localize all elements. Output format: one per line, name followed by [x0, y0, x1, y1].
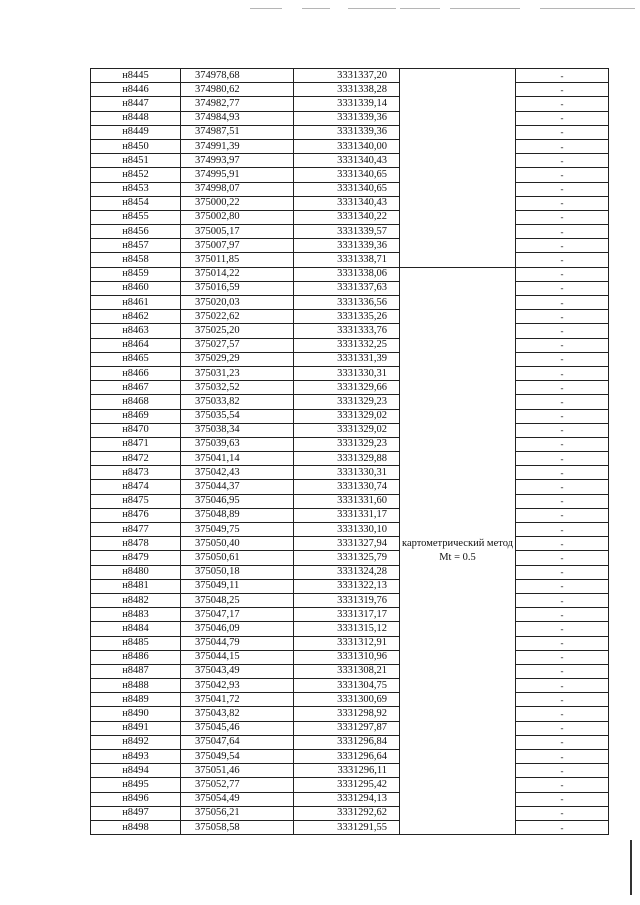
table-row	[91, 352, 609, 366]
x-coordinate-cell: 375043,49	[181, 664, 294, 678]
x-coordinate-cell: 374987,51	[181, 125, 294, 139]
point-cell: н8485	[91, 636, 181, 650]
y-coordinate-cell: 3331325,79	[294, 551, 400, 565]
point-cell: н8471	[91, 437, 181, 451]
x-coordinate-cell: 375022,62	[181, 310, 294, 324]
point-cell: н8489	[91, 693, 181, 707]
table-row	[91, 551, 609, 565]
x-coordinate-cell: 375044,37	[181, 480, 294, 494]
point-cell: н8458	[91, 253, 181, 267]
x-coordinate-cell: 375035,54	[181, 409, 294, 423]
table-row	[91, 281, 609, 295]
point-cell: н8494	[91, 764, 181, 778]
y-coordinate-cell: 3331340,65	[294, 182, 400, 196]
x-coordinate-cell: 375052,77	[181, 778, 294, 792]
table-row	[91, 707, 609, 721]
accuracy-cell: -	[516, 409, 609, 423]
point-cell: н8469	[91, 409, 181, 423]
y-coordinate-cell: 3331337,20	[294, 69, 400, 83]
accuracy-cell: -	[516, 381, 609, 395]
point-cell: н8497	[91, 806, 181, 820]
x-coordinate-cell: 375045,46	[181, 721, 294, 735]
table-row	[91, 409, 609, 423]
point-cell: н8488	[91, 679, 181, 693]
y-coordinate-cell: 3331296,84	[294, 735, 400, 749]
accuracy-cell: -	[516, 579, 609, 593]
accuracy-cell: -	[516, 395, 609, 409]
accuracy-cell: -	[516, 253, 609, 267]
y-coordinate-cell: 3331340,22	[294, 210, 400, 224]
table-row	[91, 239, 609, 253]
x-coordinate-cell: 375051,46	[181, 764, 294, 778]
point-cell: н8451	[91, 154, 181, 168]
table-row	[91, 125, 609, 139]
x-coordinate-cell: 375054,49	[181, 792, 294, 806]
x-coordinate-cell: 375049,54	[181, 750, 294, 764]
y-coordinate-cell: 3331340,65	[294, 168, 400, 182]
table-row	[91, 97, 609, 111]
x-coordinate-cell: 375043,82	[181, 707, 294, 721]
y-coordinate-cell: 3331310,96	[294, 650, 400, 664]
x-coordinate-cell: 375000,22	[181, 196, 294, 210]
x-coordinate-cell: 375027,57	[181, 338, 294, 352]
accuracy-cell: -	[516, 210, 609, 224]
accuracy-cell: -	[516, 366, 609, 380]
point-cell: н8498	[91, 820, 181, 834]
table-row	[91, 296, 609, 310]
table-row	[91, 423, 609, 437]
accuracy-cell: -	[516, 352, 609, 366]
method-cell: картометрический метод Mt = 0.5	[400, 267, 516, 835]
point-cell: н8463	[91, 324, 181, 338]
table-row	[91, 452, 609, 466]
table-row	[91, 267, 609, 281]
accuracy-cell: -	[516, 423, 609, 437]
y-coordinate-cell: 3331331,39	[294, 352, 400, 366]
y-coordinate-cell: 3331339,36	[294, 111, 400, 125]
accuracy-cell: -	[516, 523, 609, 537]
table-row	[91, 565, 609, 579]
x-coordinate-cell: 374998,07	[181, 182, 294, 196]
y-coordinate-cell: 3331296,11	[294, 764, 400, 778]
coordinates-table	[90, 68, 609, 835]
scan-header-marks	[250, 6, 640, 12]
table-row	[91, 806, 609, 820]
table-row	[91, 593, 609, 607]
x-coordinate-cell: 375050,18	[181, 565, 294, 579]
table-row	[91, 508, 609, 522]
point-cell: н8487	[91, 664, 181, 678]
x-coordinate-cell: 375050,40	[181, 537, 294, 551]
y-coordinate-cell: 3331331,60	[294, 494, 400, 508]
point-cell: н8479	[91, 551, 181, 565]
point-cell: н8453	[91, 182, 181, 196]
y-coordinate-cell: 3331339,14	[294, 97, 400, 111]
point-cell: н8490	[91, 707, 181, 721]
point-cell: н8445	[91, 69, 181, 83]
point-cell: н8492	[91, 735, 181, 749]
x-coordinate-cell: 375025,20	[181, 324, 294, 338]
x-coordinate-cell: 375041,14	[181, 452, 294, 466]
point-cell: н8465	[91, 352, 181, 366]
accuracy-cell: -	[516, 551, 609, 565]
y-coordinate-cell: 3331338,06	[294, 267, 400, 281]
point-cell: н8474	[91, 480, 181, 494]
x-coordinate-cell: 375056,21	[181, 806, 294, 820]
accuracy-cell: -	[516, 806, 609, 820]
y-coordinate-cell: 3331296,64	[294, 750, 400, 764]
y-coordinate-cell: 3331308,21	[294, 664, 400, 678]
table-row	[91, 210, 609, 224]
table-row	[91, 196, 609, 210]
accuracy-cell: -	[516, 281, 609, 295]
accuracy-cell: -	[516, 196, 609, 210]
point-cell: н8482	[91, 593, 181, 607]
y-coordinate-cell: 3331329,23	[294, 395, 400, 409]
x-coordinate-cell: 375049,75	[181, 523, 294, 537]
y-coordinate-cell: 3331330,31	[294, 466, 400, 480]
table-row	[91, 366, 609, 380]
table-row	[91, 750, 609, 764]
accuracy-cell: -	[516, 707, 609, 721]
accuracy-cell: -	[516, 239, 609, 253]
point-cell: н8459	[91, 267, 181, 281]
table-row	[91, 139, 609, 153]
y-coordinate-cell: 3331332,25	[294, 338, 400, 352]
point-cell: н8449	[91, 125, 181, 139]
table-row	[91, 792, 609, 806]
x-coordinate-cell: 375033,82	[181, 395, 294, 409]
accuracy-cell: -	[516, 565, 609, 579]
method-cell	[400, 69, 516, 268]
x-coordinate-cell: 375011,85	[181, 253, 294, 267]
x-coordinate-cell: 374995,91	[181, 168, 294, 182]
y-coordinate-cell: 3331329,66	[294, 381, 400, 395]
x-coordinate-cell: 375038,34	[181, 423, 294, 437]
y-coordinate-cell: 3331322,13	[294, 579, 400, 593]
point-cell: н8496	[91, 792, 181, 806]
x-coordinate-cell: 375016,59	[181, 281, 294, 295]
y-coordinate-cell: 3331331,17	[294, 508, 400, 522]
accuracy-cell: -	[516, 154, 609, 168]
y-coordinate-cell: 3331339,36	[294, 239, 400, 253]
x-coordinate-cell: 375042,43	[181, 466, 294, 480]
accuracy-cell: -	[516, 182, 609, 196]
table-row	[91, 636, 609, 650]
y-coordinate-cell: 3331338,71	[294, 253, 400, 267]
point-cell: н8475	[91, 494, 181, 508]
point-cell: н8447	[91, 97, 181, 111]
table-row	[91, 537, 609, 551]
point-cell: н8466	[91, 366, 181, 380]
accuracy-cell: -	[516, 168, 609, 182]
y-coordinate-cell: 3331333,76	[294, 324, 400, 338]
x-coordinate-cell: 375007,97	[181, 239, 294, 253]
y-coordinate-cell: 3331297,87	[294, 721, 400, 735]
accuracy-cell: -	[516, 452, 609, 466]
table-row	[91, 324, 609, 338]
table-row	[91, 679, 609, 693]
accuracy-cell: -	[516, 593, 609, 607]
x-coordinate-cell: 375020,03	[181, 296, 294, 310]
point-cell: н8476	[91, 508, 181, 522]
point-cell: н8477	[91, 523, 181, 537]
table-row	[91, 735, 609, 749]
table-row	[91, 111, 609, 125]
point-cell: н8495	[91, 778, 181, 792]
point-cell: н8484	[91, 622, 181, 636]
x-coordinate-cell: 374993,97	[181, 154, 294, 168]
point-cell: н8454	[91, 196, 181, 210]
accuracy-cell: -	[516, 494, 609, 508]
point-cell: н8491	[91, 721, 181, 735]
x-coordinate-cell: 374982,77	[181, 97, 294, 111]
y-coordinate-cell: 3331300,69	[294, 693, 400, 707]
table-row	[91, 664, 609, 678]
point-cell: н8478	[91, 537, 181, 551]
accuracy-cell: -	[516, 778, 609, 792]
x-coordinate-cell: 375046,09	[181, 622, 294, 636]
y-coordinate-cell: 3331339,57	[294, 225, 400, 239]
y-coordinate-cell: 3331340,43	[294, 154, 400, 168]
accuracy-cell: -	[516, 622, 609, 636]
table-row	[91, 381, 609, 395]
accuracy-cell: -	[516, 679, 609, 693]
table-row	[91, 778, 609, 792]
point-cell: н8457	[91, 239, 181, 253]
accuracy-cell: -	[516, 225, 609, 239]
accuracy-cell: -	[516, 792, 609, 806]
x-coordinate-cell: 374978,68	[181, 69, 294, 83]
y-coordinate-cell: 3331337,63	[294, 281, 400, 295]
accuracy-cell: -	[516, 650, 609, 664]
accuracy-cell: -	[516, 764, 609, 778]
point-cell: н8455	[91, 210, 181, 224]
x-coordinate-cell: 374984,93	[181, 111, 294, 125]
x-coordinate-cell: 375044,79	[181, 636, 294, 650]
x-coordinate-cell: 375058,58	[181, 820, 294, 834]
accuracy-cell: -	[516, 97, 609, 111]
x-coordinate-cell: 375050,61	[181, 551, 294, 565]
y-coordinate-cell: 3331330,74	[294, 480, 400, 494]
x-coordinate-cell: 375049,11	[181, 579, 294, 593]
table-row	[91, 622, 609, 636]
y-coordinate-cell: 3331298,92	[294, 707, 400, 721]
x-coordinate-cell: 375047,17	[181, 608, 294, 622]
y-coordinate-cell: 3331330,10	[294, 523, 400, 537]
y-coordinate-cell: 3331329,02	[294, 423, 400, 437]
accuracy-cell: -	[516, 338, 609, 352]
table-row	[91, 83, 609, 97]
table-row	[91, 480, 609, 494]
y-coordinate-cell: 3331336,56	[294, 296, 400, 310]
accuracy-cell: -	[516, 820, 609, 834]
table-row	[91, 523, 609, 537]
y-coordinate-cell: 3331327,94	[294, 537, 400, 551]
y-coordinate-cell: 3331295,42	[294, 778, 400, 792]
point-cell: н8452	[91, 168, 181, 182]
y-coordinate-cell: 3331304,75	[294, 679, 400, 693]
table-row	[91, 395, 609, 409]
accuracy-cell: -	[516, 664, 609, 678]
point-cell: н8470	[91, 423, 181, 437]
point-cell: н8493	[91, 750, 181, 764]
table-row	[91, 69, 609, 83]
table-row	[91, 466, 609, 480]
accuracy-cell: -	[516, 636, 609, 650]
table-row	[91, 721, 609, 735]
point-cell: н8456	[91, 225, 181, 239]
accuracy-cell: -	[516, 437, 609, 451]
point-cell: н8473	[91, 466, 181, 480]
x-coordinate-cell: 375048,25	[181, 593, 294, 607]
y-coordinate-cell: 3331317,17	[294, 608, 400, 622]
y-coordinate-cell: 3331315,12	[294, 622, 400, 636]
y-coordinate-cell: 3331319,76	[294, 593, 400, 607]
point-cell: н8467	[91, 381, 181, 395]
x-coordinate-cell: 375005,17	[181, 225, 294, 239]
point-cell: н8464	[91, 338, 181, 352]
accuracy-cell: -	[516, 111, 609, 125]
table-row	[91, 154, 609, 168]
x-coordinate-cell: 375032,52	[181, 381, 294, 395]
table-row	[91, 437, 609, 451]
accuracy-cell: -	[516, 83, 609, 97]
point-cell: н8472	[91, 452, 181, 466]
y-coordinate-cell: 3331335,26	[294, 310, 400, 324]
y-coordinate-cell: 3331294,13	[294, 792, 400, 806]
y-coordinate-cell: 3331324,28	[294, 565, 400, 579]
y-coordinate-cell: 3331329,88	[294, 452, 400, 466]
table-row	[91, 338, 609, 352]
point-cell: н8448	[91, 111, 181, 125]
point-cell: н8481	[91, 579, 181, 593]
accuracy-cell: -	[516, 735, 609, 749]
x-coordinate-cell: 374980,62	[181, 83, 294, 97]
table-row	[91, 168, 609, 182]
accuracy-cell: -	[516, 296, 609, 310]
table-row	[91, 579, 609, 593]
table-row	[91, 182, 609, 196]
accuracy-cell: -	[516, 125, 609, 139]
table-row	[91, 820, 609, 834]
accuracy-cell: -	[516, 750, 609, 764]
table-row	[91, 650, 609, 664]
accuracy-cell: -	[516, 508, 609, 522]
y-coordinate-cell: 3331329,23	[294, 437, 400, 451]
accuracy-cell: -	[516, 537, 609, 551]
x-coordinate-cell: 375029,29	[181, 352, 294, 366]
point-cell: н8446	[91, 83, 181, 97]
x-coordinate-cell: 375041,72	[181, 693, 294, 707]
accuracy-cell: -	[516, 693, 609, 707]
coordinates-table-body	[91, 69, 609, 835]
y-coordinate-cell: 3331340,43	[294, 196, 400, 210]
point-cell: н8468	[91, 395, 181, 409]
y-coordinate-cell: 3331312,91	[294, 636, 400, 650]
accuracy-cell: -	[516, 324, 609, 338]
accuracy-cell: -	[516, 310, 609, 324]
point-cell: н8461	[91, 296, 181, 310]
point-cell: н8450	[91, 139, 181, 153]
accuracy-cell: -	[516, 480, 609, 494]
accuracy-cell: -	[516, 721, 609, 735]
point-cell: н8460	[91, 281, 181, 295]
y-coordinate-cell: 3331292,62	[294, 806, 400, 820]
x-coordinate-cell: 375042,93	[181, 679, 294, 693]
point-cell: н8462	[91, 310, 181, 324]
point-cell: н8486	[91, 650, 181, 664]
table-row	[91, 225, 609, 239]
x-coordinate-cell: 374991,39	[181, 139, 294, 153]
table-row	[91, 693, 609, 707]
y-coordinate-cell: 3331329,02	[294, 409, 400, 423]
point-cell: н8483	[91, 608, 181, 622]
y-coordinate-cell: 3331340,00	[294, 139, 400, 153]
table-row	[91, 764, 609, 778]
table-row	[91, 310, 609, 324]
table-row	[91, 253, 609, 267]
y-coordinate-cell: 3331339,36	[294, 125, 400, 139]
accuracy-cell: -	[516, 267, 609, 281]
x-coordinate-cell: 375002,80	[181, 210, 294, 224]
accuracy-cell: -	[516, 69, 609, 83]
accuracy-cell: -	[516, 466, 609, 480]
x-coordinate-cell: 375047,64	[181, 735, 294, 749]
x-coordinate-cell: 375014,22	[181, 267, 294, 281]
x-coordinate-cell: 375048,89	[181, 508, 294, 522]
scan-edge-mark	[630, 840, 632, 895]
point-cell: н8480	[91, 565, 181, 579]
x-coordinate-cell: 375039,63	[181, 437, 294, 451]
table-row	[91, 494, 609, 508]
y-coordinate-cell: 3331338,28	[294, 83, 400, 97]
table-row	[91, 608, 609, 622]
y-coordinate-cell: 3331330,31	[294, 366, 400, 380]
x-coordinate-cell: 375044,15	[181, 650, 294, 664]
accuracy-cell: -	[516, 608, 609, 622]
accuracy-cell: -	[516, 139, 609, 153]
x-coordinate-cell: 375046,95	[181, 494, 294, 508]
y-coordinate-cell: 3331291,55	[294, 820, 400, 834]
x-coordinate-cell: 375031,23	[181, 366, 294, 380]
